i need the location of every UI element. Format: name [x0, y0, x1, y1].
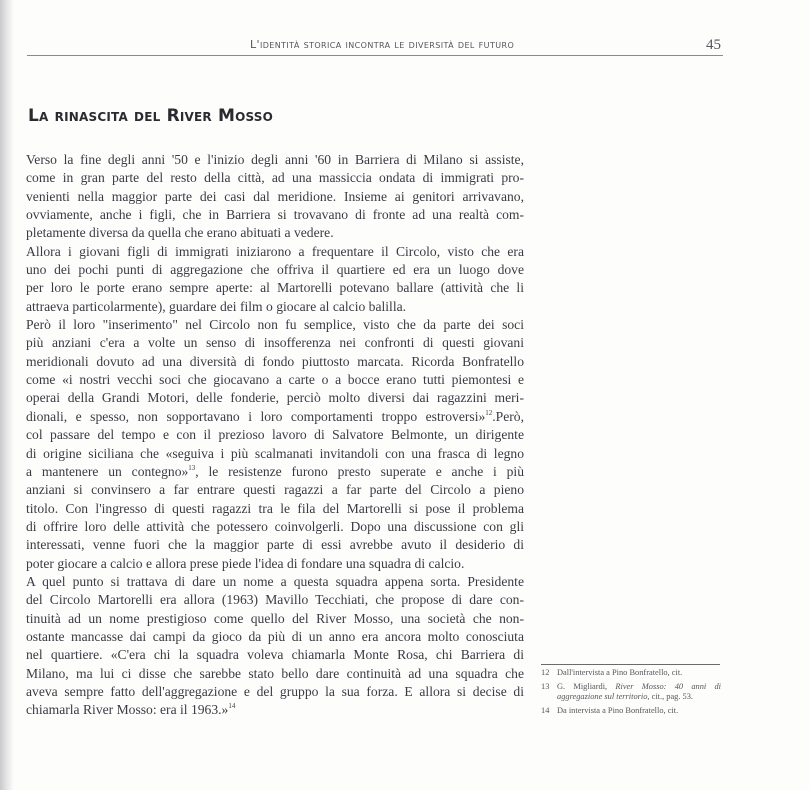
- body-line: ovviamente, anche i figli, che in Barriera si trovavano di fronte ad una realtà com-: [26, 207, 524, 223]
- body-line: ostante mancasse dai campi da gioco da più di un anno era ancora molto conosciuta: [26, 628, 524, 644]
- footnote-text: [557, 682, 721, 703]
- footnotes: [541, 668, 721, 719]
- body-line-with-ref-13: [26, 463, 524, 481]
- body-line: più anziani c'era a volte un senso di insofferenza nei confronti di questi giovani: [26, 335, 524, 351]
- body-line: interessati, venne fuori che la maggior parte di essi avrebbe avuto il desiderio di: [26, 537, 524, 553]
- body-line: attraeva particolarmente), guardare dei film o giocare al calcio balilla.: [26, 298, 407, 314]
- body-line-with-ref-12: [26, 408, 524, 426]
- footnote-rule: [541, 664, 720, 665]
- body-line: pletamente diversa da quella che erano abituati a vedere.: [26, 225, 334, 241]
- body-line: come in gran parte del resto della città, ad una massiccia ondata di immigrati pro-: [26, 170, 524, 186]
- body-line-text: , le resistenze furono presto superate e anche i più: [195, 463, 525, 479]
- footnote-citation: , cit., pag. 53.: [647, 692, 694, 701]
- body-line: come «i nostri vecchi soci che giocavano a carte o a bocce erano tutti piemontesi e: [26, 372, 524, 388]
- body-line: titolo. Con l'ingresso di questi ragazzi tra le fila del Martorelli si pose il problema: [26, 500, 524, 516]
- body-line: Allora i giovani figli di immigrati iniziarono a frequentare il Circolo, visto che era: [26, 243, 524, 259]
- footnote-number: 12: [541, 668, 550, 677]
- body-line: Milano, ma lui ci disse che sarebbe stato bello dare continuità ad una squadra che: [26, 665, 524, 681]
- body-line-text: chiamarla River Mosso: era il 1963.»: [26, 702, 229, 718]
- page-number: 45: [706, 37, 721, 53]
- footnote-text: Dall'intervista a Pino Bonfratello, cit.: [557, 668, 683, 677]
- footnote-number: 14: [541, 705, 550, 715]
- body-line: uno dei pochi punti di aggregazione che offriva il quartiere ed era un luogo dove: [26, 262, 524, 278]
- body-line: Verso la fine degli anni '50 e l'inizio degli anni '60 in Barriera di Milano si assiste,: [26, 152, 524, 167]
- body-line: di offrire loro delle attività che potessero coinvolgerli. Dopo una discussione con gli: [26, 518, 524, 534]
- body-line: A quel punto si trattava di dare un nome a questa squadra appena sorta. Presidente: [26, 573, 524, 589]
- header-rule: [27, 55, 723, 56]
- body-line: poter giocare a calcio e allora prese piede l'idea di fondare una squadra di calcio.: [26, 555, 465, 571]
- footnote-ref-13: 13: [188, 463, 196, 472]
- body-line-text: dionali, e spesso, non sopportavano i loro comportamenti troppo estroversi»: [26, 408, 486, 424]
- body-text: [26, 151, 524, 720]
- footnote-book-title: River Mosso: 40 anni di aggregazione sul territorio: [557, 681, 721, 701]
- footnote-ref-12: 12: [485, 408, 493, 417]
- body-line: di origine siciliana che «seguiva i più scalmanati invitandoli con una frasca di legno: [26, 445, 524, 461]
- chapter-title: La rinascita del River Mosso: [28, 106, 274, 126]
- body-line: per loro le porte erano sempre aperte: al Martorelli potevano ballare (attività che li: [26, 280, 524, 296]
- body-line-text: a mantenere un contegno»: [26, 463, 189, 479]
- body-line: nel quartiere. «C'era chi la squadra voleva chiamarla Monte Rosa, chi Barriera di: [26, 647, 524, 663]
- body-line: Però il loro "inserimento" nel Circolo non fu semplice, visto che da parte dei soci: [26, 317, 524, 333]
- body-line: tinuità ad un nome prestigioso come quello del River Mosso, una società che non-: [26, 610, 524, 626]
- body-line: operai della Grandi Motori, delle fonderie, perciò molto diversi dai ragazzini meri-: [26, 390, 524, 406]
- footnote-number: 13: [541, 681, 550, 691]
- footnote-text: Da intervista a Pino Bonfratello, cit.: [557, 705, 679, 715]
- body-line: meridionali dovuto ad una diversità di fondo piuttosto marcata. Ricorda Bonfratello: [26, 353, 524, 369]
- page-gutter-shadow: [0, 0, 14, 790]
- body-line: col passare del tempo e con il prezioso lavoro di Salvatore Belmonte, un dirigente: [26, 427, 524, 443]
- footnote-14: [541, 706, 721, 717]
- footnote-12: [541, 668, 721, 679]
- body-line: venienti nella maggior parte dei casi dal meridione. Insieme ai genitori arrivavano,: [26, 188, 524, 204]
- body-line: anziani si convinsero a far entrare questi ragazzi a far parte del Circolo a pieno: [26, 482, 524, 498]
- footnote-ref-14: 14: [228, 702, 236, 711]
- running-header-title: L'identità storica incontra le diversità del futuro: [250, 38, 515, 51]
- body-line: del Circolo Martorelli era allora (1963) Mavillo Tecchiati, che propose di dare con-: [26, 592, 524, 608]
- footnote-13: [541, 682, 721, 703]
- footnote-author: G. Migliardi,: [557, 681, 616, 691]
- body-line-with-ref-14: [26, 701, 524, 719]
- body-line-text: .Però,: [492, 408, 524, 424]
- body-line: aveva sempre fatto dell'aggregazione e del gruppo la sua forza. E allora si decise di: [26, 683, 524, 699]
